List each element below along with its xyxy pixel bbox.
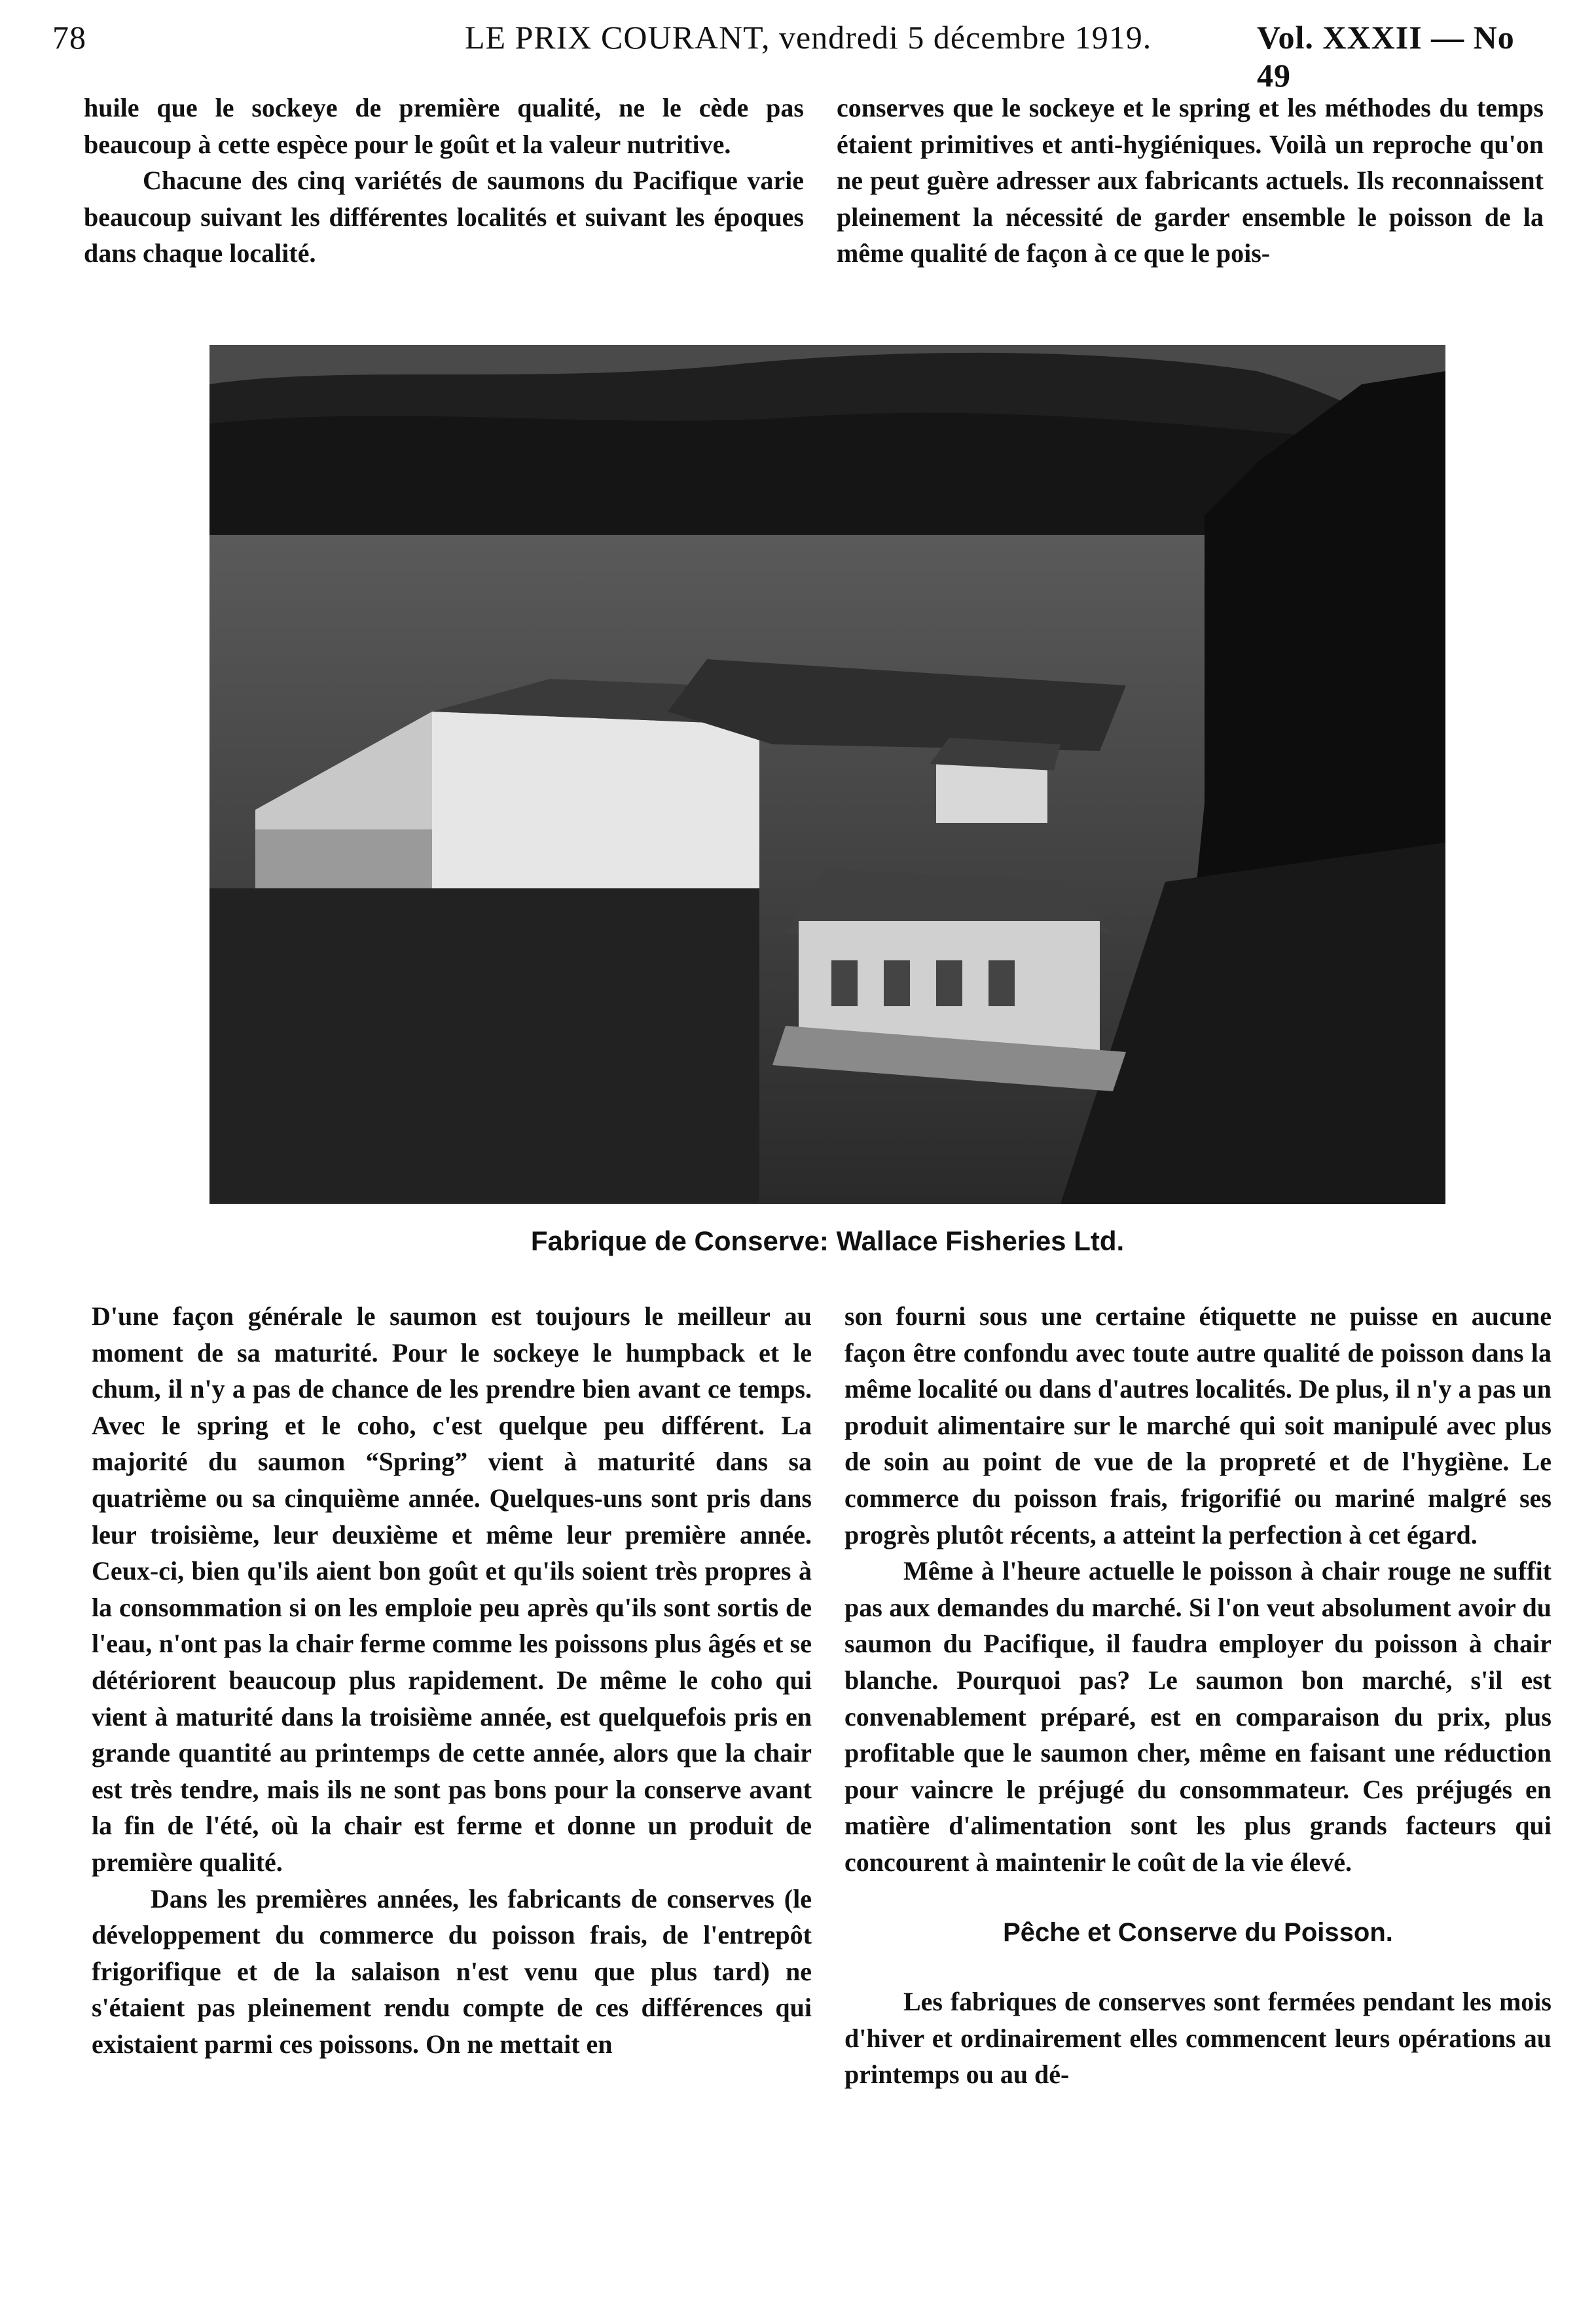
paragraph: huile que le sockeye de première qualité, ne le cède pas beaucoup à cette espèce pour le goût et la valeur nutritive. xyxy=(84,93,804,159)
publication-title: LE PRIX COURANT, vendredi 5 décembre 1919. xyxy=(465,19,1152,56)
cannery-photograph xyxy=(209,345,1445,1204)
cannery-photo-image xyxy=(209,345,1445,1204)
photo-caption: Fabrique de Conserve: Wallace Fisheries Ltd. xyxy=(530,1225,1125,1256)
top-right-column xyxy=(837,90,1544,272)
volume-number: Vol. XXXII — No 49 xyxy=(1257,19,1515,94)
section-heading: Pêche et Conserve du Poisson. xyxy=(1003,1917,1393,1947)
bottom-left-column xyxy=(92,1298,812,2062)
paragraph: Dans les premières années, les fabricants de conserves (le développement du commerce du poisson frais, de l'entrepôt frigorifique et de la salaison n'est venu que plus tard) ne s'étaient pas pleinement rendu compte de ces différences qui existaient parmi ces poissons. On ne mettait en xyxy=(92,1883,812,2059)
top-left-column xyxy=(84,90,804,272)
paragraph: Chacune des cinq variétés de saumons du Pacifique varie beaucoup suivant les différentes localités et suivant les époques dans chaque localité. xyxy=(84,166,804,268)
paragraph: Les fabriques de conserves sont fermées pendant les mois d'hiver et ordinairement elles commencent leurs opérations au printemps ou au dé- xyxy=(844,1987,1551,2090)
paragraph: conserves que le sockeye et le spring et les méthodes du temps étaient primitives et anti-hygiéniques. Voilà un reproche qu'on ne peut guère adresser aux fabricants actuels. Ils reconnaissent pleinement la nécessité de garder ensemble le poisson de la même qualité de façon à ce que le pois- xyxy=(837,93,1544,268)
paragraph: D'une façon générale le saumon est toujours le meilleur au moment de sa maturité. Pour le sockeye le humpback et le chum, il n'y a pas de chance de les prendre bien avant ce temps. Avec le spring et le coho, c'est quelque peu différent. La majorité du saumon “Spring” vient à maturité dans sa quatrième ou sa cinquième année. Quelques-uns sont pris dans leur troisième, leur deuxième et même leur première année. Ceux-ci, bien qu'ils aient bon goût et qu'ils soient très propres à la consommation si on les emploie peu après qu'ils sont sortis de l'eau, n'ont pas la chair ferme comme les poissons plus âgés et se détériorent beaucoup plus rapidement. De même le coho qui vient à maturité dans la troisième année, est quelquefois pris en grande quantité au printemps de cette année, alors que la chair est très tendre, mais ils ne sont pas bons pour la conserve avant la fin de l'été, où la chair est ferme et donne un produit de première qualité. xyxy=(92,1301,812,1877)
paragraph: son fourni sous une certaine étiquette ne puisse en aucune façon être confondu avec toute autre qualité de poisson dans la même localité ou dans d'autres localités. De plus, il n'y a pas un produit alimentaire sur le marché qui soit manipulé avec plus de soin au point de vue de la propreté et de l'hygiène. Le commerce du poisson frais, frigorifié ou mariné malgré ses progrès plutôt récents, a atteint la perfection à cet égard. xyxy=(844,1301,1551,1550)
paragraph: Même à l'heure actuelle le poisson à chair rouge ne suffit pas aux demandes du marché. Si l'on veut absolument avoir du saumon du Pacifique, il faudra employer du poisson à chair blanche. Pourquoi pas? Le saumon bon marché, s'il est convenablement préparé, est en comparaison du prix, plus profitable que le saumon cher, même en faisant une réduction pour vaincre le préjugé du consommateur. Ces préjugés en matière d'alimentation sont les plus grands facteurs qui concourent à maintenir le coût de la vie élevé. xyxy=(844,1556,1551,1877)
page-header xyxy=(52,12,1538,94)
bottom-right-column xyxy=(844,1298,1551,2093)
page-number: 78 xyxy=(52,19,86,56)
